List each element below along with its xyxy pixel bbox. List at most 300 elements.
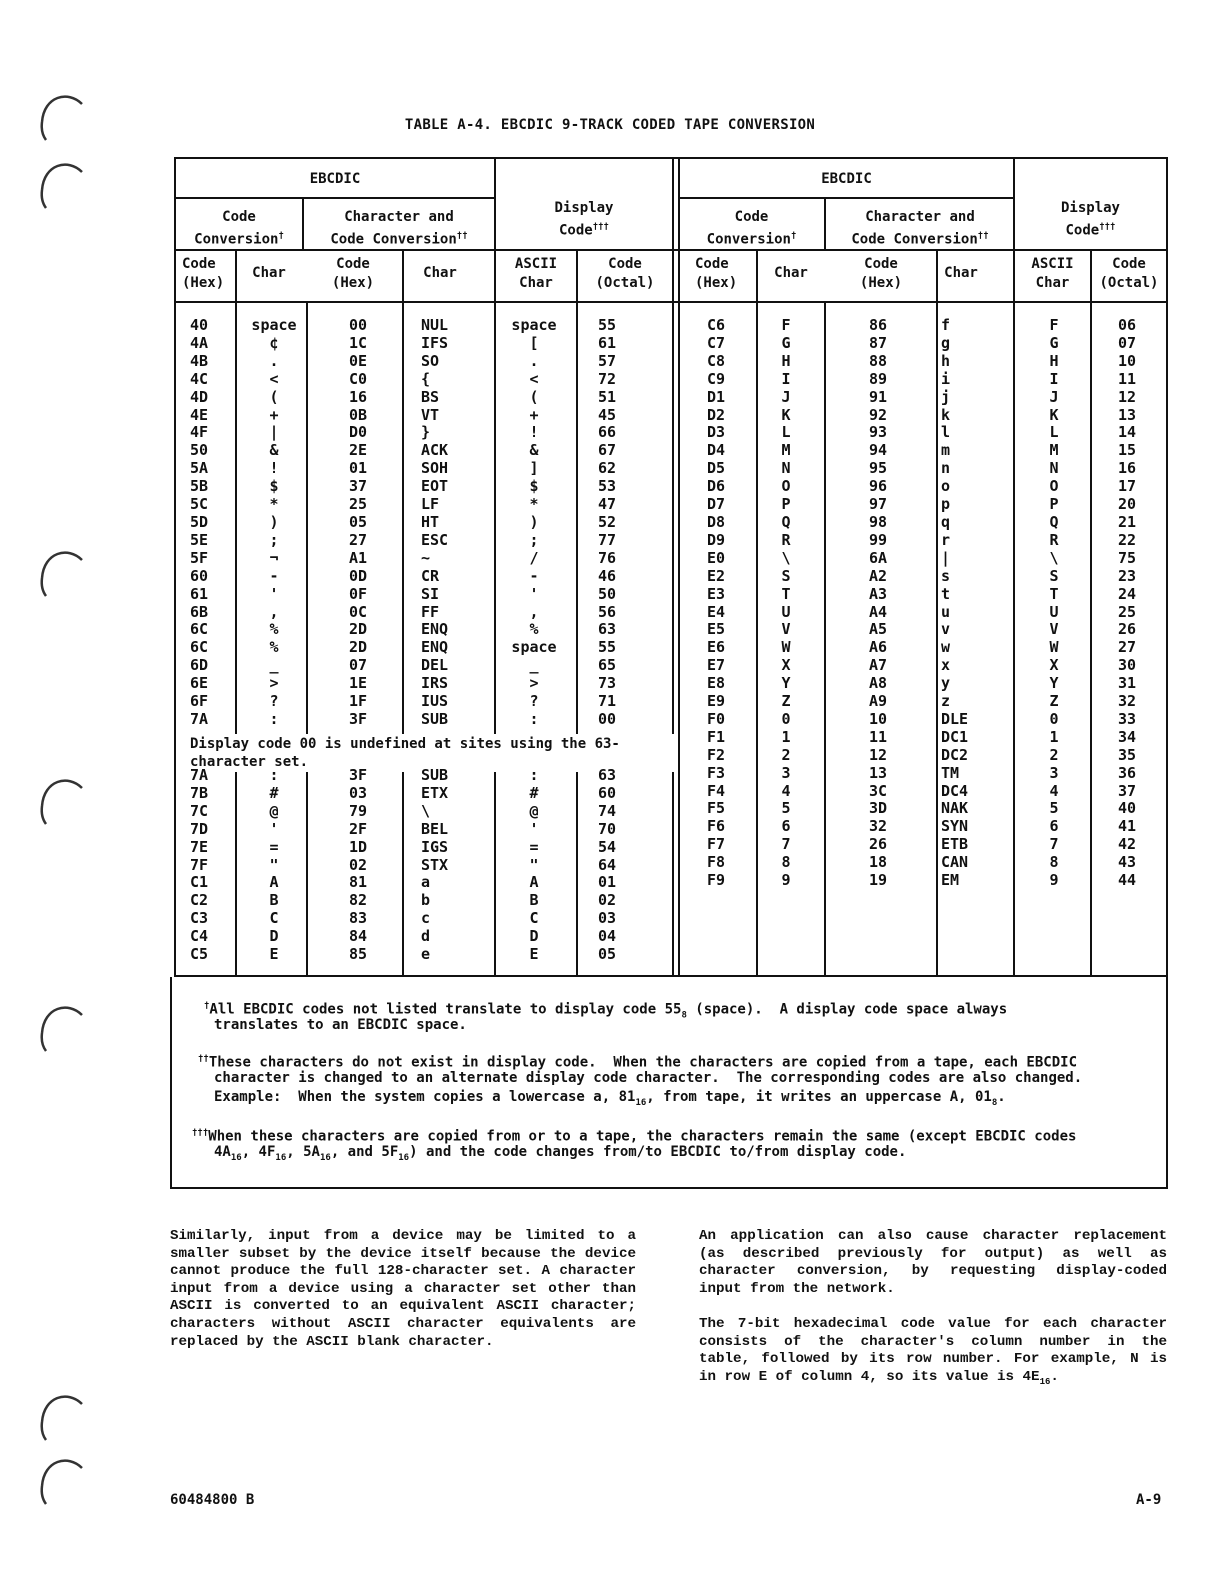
table-cell: D7 <box>707 495 726 514</box>
table-cell: E4 <box>707 602 726 621</box>
table-cell: 25 <box>348 495 368 514</box>
footnote-text: , from tape, it writes an uppercase A, 01 <box>646 1089 992 1105</box>
table-cell: R <box>781 530 791 549</box>
table-cell: . <box>269 351 279 370</box>
table-cell: 99 <box>868 530 888 549</box>
table-cell: 61 <box>598 333 617 352</box>
table-cell: E <box>269 945 279 964</box>
table-cell: > <box>269 674 279 693</box>
table-cell: E6 <box>707 638 726 657</box>
subscript: 16 <box>398 1152 410 1163</box>
table-cell: F7 <box>707 835 726 854</box>
table-cell: 32 <box>868 817 888 836</box>
ebcdic-header: EBCDIC <box>309 171 361 187</box>
table-cell: 16 <box>348 387 368 406</box>
table-cell: ' <box>529 584 539 603</box>
table-cell: B <box>529 891 539 910</box>
table-cell: E9 <box>707 692 726 711</box>
table-cell: 70 <box>598 819 617 838</box>
table-cell: ? <box>529 692 539 711</box>
table-cell: & <box>529 441 539 460</box>
table-cell: 4B <box>190 351 209 370</box>
table-cell: | <box>269 423 279 442</box>
dagger: ††† <box>1099 222 1116 232</box>
table-cell: K <box>1049 405 1059 424</box>
table-cell: 07 <box>1118 333 1137 352</box>
undefined-code-note: Display code 00 is undefined at sites using the 63-character set. <box>186 734 674 772</box>
table-cell: 32 <box>1118 692 1137 711</box>
table-cell: o <box>941 477 951 496</box>
table-cell: A <box>529 873 539 892</box>
table-cell: C7 <box>707 333 726 352</box>
table-cell: SUB <box>421 709 449 728</box>
table-cell: E0 <box>707 548 726 567</box>
table-cell: A5 <box>868 620 888 639</box>
table-cell: 60 <box>598 783 617 802</box>
table-cell: P <box>781 495 791 514</box>
table-cell: 75 <box>1118 548 1137 567</box>
rule <box>679 197 1014 199</box>
table-cell: ! <box>269 459 279 478</box>
left-octal-column-lower <box>598 767 616 964</box>
table-cell: Q <box>781 512 791 531</box>
right-hex-column <box>707 317 725 890</box>
table-cell: b <box>421 891 431 910</box>
table-cell: VT <box>421 405 440 424</box>
table-cell: SI <box>421 584 440 603</box>
left-code-char-column-lower <box>421 767 448 964</box>
footnote-text: (space). A display code space always <box>686 1001 1008 1018</box>
table-cell: / <box>529 548 539 567</box>
footnote-text: , 4F <box>241 1144 276 1160</box>
table-cell: 3 <box>1049 763 1059 782</box>
table-cell: 71 <box>598 692 617 711</box>
table-cell: Q <box>1049 512 1059 531</box>
left-hex-column <box>190 317 208 729</box>
table-cell: 26 <box>1118 620 1137 639</box>
table-cell: , <box>269 602 279 621</box>
table-cell: 64 <box>598 855 617 874</box>
table-cell: LF <box>421 495 440 514</box>
table-cell: 6F <box>190 692 209 711</box>
table-cell: T <box>1049 584 1059 603</box>
table-cell: 5E <box>190 530 209 549</box>
table-cell: f <box>941 316 951 334</box>
table-cell: U <box>781 602 791 621</box>
table-cell: E <box>529 945 539 964</box>
table-cell: @ <box>269 801 279 820</box>
table-cell: C9 <box>707 369 726 388</box>
table-cell: ETB <box>941 835 969 854</box>
table-cell: SYN <box>941 817 969 836</box>
table-cell: C5 <box>190 945 209 964</box>
table-cell: 73 <box>598 674 617 693</box>
table-cell: 40 <box>1118 799 1137 818</box>
right-code-char-column <box>941 317 968 890</box>
table-cell: C3 <box>190 909 209 928</box>
table-cell: 5 <box>1049 799 1059 818</box>
table-cell: \ <box>781 548 791 567</box>
table-cell: d <box>421 927 431 946</box>
right-char-column <box>758 317 814 890</box>
table-cell: 63 <box>598 620 617 639</box>
dagger: †† <box>198 1054 209 1064</box>
table-cell: h <box>941 351 951 370</box>
footnote-1-line2: translates to an EBCDIC space. <box>214 1017 467 1033</box>
table-cell: 37 <box>348 477 368 496</box>
header-text: Display Code <box>1060 200 1120 239</box>
table-cell: D5 <box>707 459 726 478</box>
table-cell: 22 <box>1118 530 1137 549</box>
table-cell: BS <box>421 387 440 406</box>
table-cell: ' <box>269 584 279 603</box>
table-cell: N <box>781 459 791 478</box>
table-cell: = <box>529 837 539 856</box>
table-cell: IUS <box>421 692 449 711</box>
table-cell: NUL <box>421 316 449 334</box>
table-cell: 9 <box>1049 871 1059 890</box>
table-cell: 21 <box>1118 512 1137 531</box>
table-cell: P <box>1049 495 1059 514</box>
dagger: ††† <box>592 222 609 232</box>
table-cell: $ <box>269 477 279 496</box>
table-cell: A1 <box>348 548 368 567</box>
table-cell: 4A <box>190 333 209 352</box>
table-cell: j <box>941 387 951 406</box>
table-cell: ) <box>529 512 539 531</box>
table-cell: 0 <box>781 709 791 728</box>
table-cell: L <box>781 423 791 442</box>
table-cell: 01 <box>598 873 617 892</box>
table-cell: c <box>421 909 431 928</box>
table-cell: IRS <box>421 674 449 693</box>
table-cell: space <box>511 638 557 657</box>
left-hex-column-lower <box>190 767 208 964</box>
table-cell: D9 <box>707 530 726 549</box>
table-cell: " <box>529 855 539 874</box>
table-cell: # <box>269 783 279 802</box>
table-cell: SUB <box>421 766 449 784</box>
table-cell: 0E <box>348 351 368 370</box>
subscript: 16 <box>635 1097 647 1108</box>
table-cell: 30 <box>1118 656 1137 675</box>
table-cell: 27 <box>348 530 368 549</box>
table-cell: DC4 <box>941 781 969 800</box>
table-cell: + <box>529 405 539 424</box>
table-cell: ACK <box>421 441 449 460</box>
left-code-hex-column-lower <box>310 767 406 964</box>
table-cell: 89 <box>868 369 888 388</box>
table-cell: F3 <box>707 763 726 782</box>
table-cell: i <box>941 369 951 388</box>
table-cell: 17 <box>1118 477 1137 496</box>
table-cell: 6A <box>868 548 888 567</box>
table-cell: % <box>269 638 279 657</box>
table-cell: + <box>269 405 279 424</box>
table-cell: T <box>781 584 791 603</box>
table-cell: 56 <box>598 602 617 621</box>
col-header-code-hex: Code (Hex) <box>182 256 225 291</box>
table-cell: : <box>269 709 279 728</box>
table-cell: x <box>941 656 951 675</box>
table-cell: 1F <box>348 692 368 711</box>
footnote-text: All EBCDIC codes not listed translate to display code 55 <box>209 1001 682 1018</box>
table-cell: 35 <box>1118 745 1137 764</box>
rule <box>672 159 674 975</box>
table-cell: D0 <box>348 423 368 442</box>
punch-hole-mark <box>38 548 84 598</box>
table-cell: 23 <box>1118 566 1137 585</box>
paragraph-text: The 7-bit hexadecimal code value for each character consists of the character's column number in the table, followed by its row number. For example, N is in row E of column 4, so its value is 4E <box>699 1316 1167 1385</box>
table-cell: 02 <box>598 891 617 910</box>
table-cell: 60 <box>190 566 209 585</box>
table-cell: 00 <box>598 709 617 728</box>
table-cell: F4 <box>707 781 726 800</box>
table-cell: 6B <box>190 602 209 621</box>
table-cell: k <box>941 405 951 424</box>
table-cell: M <box>781 441 791 460</box>
table-cell: 46 <box>598 566 617 585</box>
table-cell: [ <box>529 333 539 352</box>
footnote-text: . <box>997 1089 1006 1105</box>
table-cell: 3C <box>868 781 888 800</box>
table-cell: 18 <box>868 853 888 872</box>
table-cell: G <box>1049 333 1059 352</box>
table-cell: F9 <box>707 871 726 890</box>
table-cell: { <box>421 369 431 388</box>
table-cell: " <box>269 855 279 874</box>
table-cell: t <box>941 584 951 603</box>
table-cell: * <box>529 495 539 514</box>
table-cell: . <box>529 351 539 370</box>
table-cell: 67 <box>598 441 617 460</box>
left-ascii-column-lower <box>494 767 574 964</box>
table-cell: J <box>1049 387 1059 406</box>
table-cell: D3 <box>707 423 726 442</box>
table-cell: 13 <box>1118 405 1137 424</box>
table-cell: ENQ <box>421 620 449 639</box>
paragraph-text: . <box>1050 1368 1059 1385</box>
table-cell: 84 <box>348 927 368 946</box>
table-cell: FF <box>421 602 440 621</box>
table-cell: J <box>781 387 791 406</box>
table-cell: 7B <box>190 783 209 802</box>
table-cell: A2 <box>868 566 888 585</box>
table-cell: W <box>1049 638 1059 657</box>
punch-hole-mark <box>38 1003 84 1053</box>
dagger: †† <box>977 231 989 241</box>
table-cell: 96 <box>868 477 888 496</box>
table-cell: E3 <box>707 584 726 603</box>
table-cell: 7E <box>190 837 209 856</box>
table-cell: E7 <box>707 656 726 675</box>
table-cell: A3 <box>868 584 888 603</box>
table-cell: B <box>269 891 279 910</box>
table-cell: 6C <box>190 638 209 657</box>
table-cell: ~ <box>421 548 431 567</box>
table-cell: 44 <box>1118 871 1137 890</box>
table-cell: 62 <box>598 459 617 478</box>
table-cell: 0C <box>348 602 368 621</box>
table-cell: F2 <box>707 745 726 764</box>
table-cell: O <box>1049 477 1059 496</box>
table-cell: 27 <box>1118 638 1137 657</box>
table-cell: ESC <box>421 530 449 549</box>
table-cell: ! <box>529 423 539 442</box>
table-cell: : <box>529 709 539 728</box>
table-cell: 2E <box>348 441 368 460</box>
table-cell: ' <box>529 819 539 838</box>
table-cell: K <box>781 405 791 424</box>
table-cell: s <box>941 566 951 585</box>
table-cell: e <box>421 945 431 964</box>
table-cell: C6 <box>707 316 726 334</box>
table-cell: 5B <box>190 477 209 496</box>
table-cell: V <box>1049 620 1059 639</box>
table-cell: > <box>529 674 539 693</box>
table-cell: 6C <box>190 620 209 639</box>
col-header-char: Char <box>423 265 457 281</box>
table-cell: X <box>1049 656 1059 675</box>
table-cell: 3 <box>781 763 791 782</box>
table-cell: 1 <box>781 727 791 746</box>
table-cell: SOH <box>421 459 449 478</box>
table-cell: 3D <box>868 799 888 818</box>
footnote-2-line2: character is changed to an alternate display code character. The corresponding codes are also changed. <box>214 1070 1083 1086</box>
table-cell: , <box>529 602 539 621</box>
table-cell: 0F <box>348 584 368 603</box>
table-cell: 98 <box>868 512 888 531</box>
table-cell: 7 <box>1049 835 1059 854</box>
table-cell: G <box>781 333 791 352</box>
table-cell: C0 <box>348 369 368 388</box>
table-cell: 1E <box>348 674 368 693</box>
table-cell: 1 <box>1049 727 1059 746</box>
table-cell: 95 <box>868 459 888 478</box>
table-cell: 3F <box>348 766 368 784</box>
table-cell: Y <box>1049 674 1059 693</box>
table-cell: O <box>781 477 791 496</box>
left-octal-column <box>598 317 616 729</box>
table-cell: ? <box>269 692 279 711</box>
table-cell: 16 <box>1118 459 1137 478</box>
table-cell: D1 <box>707 387 726 406</box>
header-text: Character and Code Conversion <box>330 209 457 248</box>
table-cell: z <box>941 692 951 711</box>
col-header-code-hex: Code (Hex) <box>859 256 903 291</box>
table-cell: F8 <box>707 853 726 872</box>
table-cell: 36 <box>1118 763 1137 782</box>
table-cell: F <box>781 316 791 334</box>
table-cell: 5C <box>190 495 209 514</box>
table-cell: g <box>941 333 951 352</box>
table-cell: ] <box>529 459 539 478</box>
table-cell: 01 <box>348 459 368 478</box>
table-cell: 54 <box>598 837 617 856</box>
table-cell: 31 <box>1118 674 1137 693</box>
table-cell: H <box>1049 351 1059 370</box>
table-cell: 11 <box>1118 369 1137 388</box>
table-cell: - <box>529 566 539 585</box>
table-cell: I <box>1049 369 1059 388</box>
table-cell: EOT <box>421 477 449 496</box>
document-number: 60484800 B <box>170 1492 255 1508</box>
table-cell: 53 <box>598 477 617 496</box>
table-cell: ; <box>269 530 279 549</box>
table-cell: 9 <box>781 871 791 890</box>
footnote-text: Example: When the system copies a lowercase a, 81 <box>214 1089 636 1105</box>
table-cell: r <box>941 530 951 549</box>
right-code-hex-column <box>826 317 930 890</box>
subscript: 16 <box>275 1152 287 1163</box>
table-cell: D <box>529 927 539 946</box>
table-cell: ( <box>529 387 539 406</box>
table-cell: A7 <box>868 656 888 675</box>
table-cell: 25 <box>1118 602 1137 621</box>
dagger: †† <box>456 231 468 241</box>
table-cell: 45 <box>598 405 617 424</box>
table-cell: 91 <box>868 387 888 406</box>
table-cell: C1 <box>190 873 209 892</box>
table-cell: a <box>421 873 431 892</box>
left-ascii-column <box>494 317 574 729</box>
table-cell: 4C <box>190 369 209 388</box>
display-code-header <box>496 199 672 241</box>
table-cell: DLE <box>941 709 969 728</box>
table-cell: u <box>941 602 951 621</box>
table-cell: 4F <box>190 423 209 442</box>
table-cell: DEL <box>421 656 449 675</box>
table-cell: 10 <box>868 709 888 728</box>
col-header-char: Char <box>252 265 286 281</box>
table-cell: S <box>781 566 791 585</box>
header-text: Display Code <box>554 200 614 239</box>
table-cell: D8 <box>707 512 726 531</box>
table-cell: ' <box>269 819 279 838</box>
page-number: A-9 <box>1136 1492 1162 1508</box>
table-cell: Z <box>1049 692 1059 711</box>
subscript: 16 <box>230 1152 242 1163</box>
left-code-char-column <box>421 317 448 729</box>
punch-hole-mark <box>38 1456 84 1506</box>
table-cell: DC1 <box>941 727 969 746</box>
table-cell: 74 <box>598 801 617 820</box>
table-cell: D6 <box>707 477 726 496</box>
footnote-text: When these characters are copied from or to a tape, the characters remain the same (except EBCDIC codes <box>208 1128 1077 1145</box>
table-cell: ; <box>529 530 539 549</box>
table-cell: D2 <box>707 405 726 424</box>
table-cell: 42 <box>1118 835 1137 854</box>
table-cell: 05 <box>348 512 368 531</box>
table-cell: F6 <box>707 817 726 836</box>
col-header-char: Char <box>774 265 808 281</box>
table-cell: 6E <box>190 674 209 693</box>
table-cell: 7A <box>190 766 209 784</box>
table-cell: 4 <box>1049 781 1059 800</box>
header-text: Character and Code Conversion <box>851 209 978 248</box>
table-cell: C <box>269 909 279 928</box>
table-cell: 77 <box>598 530 617 549</box>
table-cell: % <box>269 620 279 639</box>
table-cell: 97 <box>868 495 888 514</box>
table-cell: 93 <box>868 423 888 442</box>
table-cell: : <box>269 766 279 784</box>
table-cell: 82 <box>348 891 368 910</box>
table-cell: R <box>1049 530 1059 549</box>
table-cell: 2D <box>348 638 368 657</box>
col-header-code-octal: Code (Octal) <box>595 256 655 291</box>
table-cell: DC2 <box>941 745 969 764</box>
